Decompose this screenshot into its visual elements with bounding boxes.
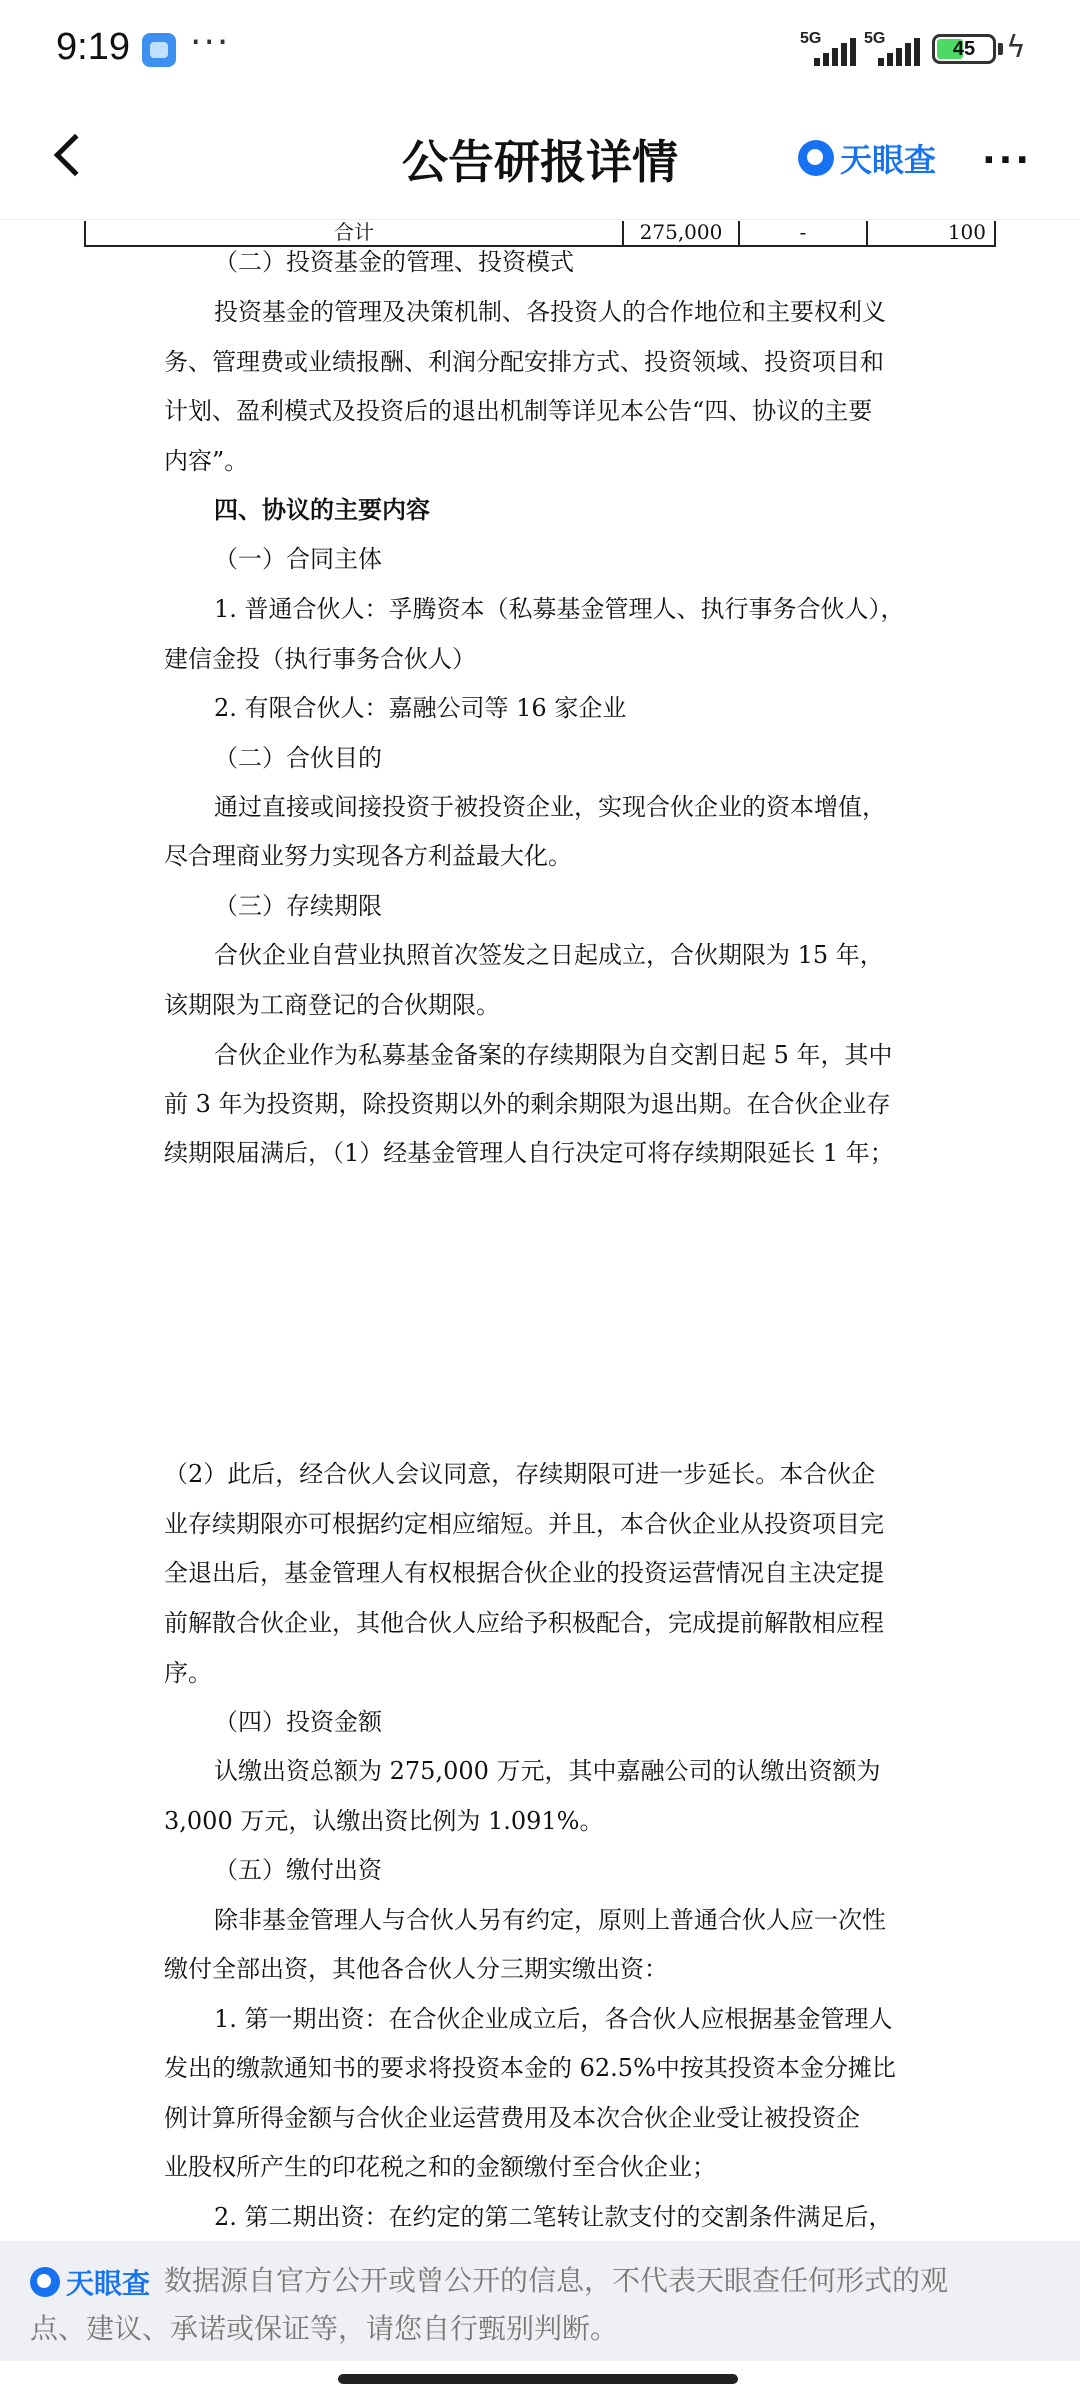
brand-text: 天眼查	[840, 141, 937, 179]
paragraph-line: 投资基金的管理及决策机制、各投资人的合作地位和主要权利义	[214, 298, 886, 326]
battery-tip	[998, 43, 1003, 55]
paragraph-line: 3,000 万元，认缴出资比例为 1.091%。	[164, 1807, 604, 1835]
paragraph-line: （2）此后，经合伙人会议同意，存续期限可进一步延长。本合伙企	[164, 1460, 876, 1488]
paragraph-line: 业存续期限亦可根据约定相应缩短。并且，本合伙企业从投资项目完	[164, 1510, 884, 1538]
signal-2-label: 5G	[864, 30, 886, 47]
disclaimer-brand-logo	[30, 2262, 150, 2302]
signal-1-label: 5G	[800, 30, 822, 47]
table-total-row	[84, 221, 996, 247]
section-heading: （二）合伙目的	[214, 744, 382, 772]
total-amount: 275,000	[624, 221, 740, 245]
paragraph-line: 合伙企业自营业执照首次签发之日起成立，合伙期限为 15 年，	[214, 941, 884, 969]
disclaimer-line-1	[30, 2259, 948, 2302]
total-label: 合计	[86, 221, 624, 245]
paragraph-line: 尽合理商业努力实现各方利益最大化。	[164, 842, 572, 870]
paragraph-line: 前 3 年为投资期，除投资期以外的剩余期限为退出期。在合伙企业存	[164, 1090, 891, 1118]
paragraph-line: 除非基金管理人与合伙人另有约定，原则上普通合伙人应一次性	[214, 1906, 886, 1934]
signal-1-icon	[800, 30, 862, 66]
disclaimer-brand-icon	[30, 2267, 60, 2297]
paragraph-line: 前解散合伙企业，其他合伙人应给予积极配合，完成提前解散相应程	[164, 1609, 884, 1637]
app-header	[0, 100, 1080, 220]
status-time: 9:19	[56, 26, 130, 68]
section-heading: 四、协议的主要内容	[214, 495, 430, 524]
paragraph-line: 业股权所产生的印花税之和的金额缴付至合伙企业；	[164, 2153, 716, 2181]
disclaimer-text-1: 数据源自官方公开或曾公开的信息，不代表天眼查任何形式的观	[164, 2264, 949, 2297]
total-percent: 100	[947, 221, 986, 244]
paragraph-line: 1. 第一期出资：在合伙企业成立后，各合伙人应根据基金管理人	[214, 2005, 893, 2033]
battery-level: 45	[952, 38, 976, 60]
paragraph-line: 务、管理费或业绩报酬、利润分配安排方式、投资领域、投资项目和	[164, 348, 884, 376]
section-heading: （五）缴付出资	[214, 1856, 382, 1884]
paragraph-line: 续期限届满后，（1）经基金管理人自行决定可将存续期限延长 1 年；	[164, 1139, 894, 1167]
paragraph-line: 例计算所得金额与合伙企业运营费用及本次合伙企业受让被投资企	[164, 2104, 860, 2132]
brand-icon	[798, 140, 834, 176]
status-bar	[0, 0, 1080, 100]
paragraph-line: 1. 普通合伙人：孚腾资本（私募基金管理人、执行事务合伙人），	[214, 595, 905, 623]
paragraph-line: 全退出后，基金管理人有权根据合伙企业的投资运营情况自主决定提	[164, 1559, 884, 1587]
section-heading: （四）投资金额	[214, 1708, 382, 1736]
section-heading: （三）存续期限	[214, 892, 382, 920]
disclaimer-brand-text: 天眼查	[66, 2267, 151, 2300]
disclaimer-banner	[0, 2241, 1080, 2361]
brand-logo	[798, 136, 936, 180]
home-indicator[interactable]	[338, 2374, 738, 2384]
paragraph-line: 计划、盈利模式及投资后的退出机制等详见本公告“四、协议的主要	[164, 397, 873, 425]
paragraph-line: 合伙企业作为私募基金备案的存续期限为自交割日起 5 年，其中	[214, 1041, 893, 1069]
paragraph-line: 2. 有限合伙人：嘉融公司等 16 家企业	[214, 694, 627, 722]
paragraph-line: 通过直接或间接投资于被投资企业，实现合伙企业的资本增值，	[214, 793, 886, 821]
paragraph-line: 发出的缴款通知书的要求将投资本金的 62.5%中按其投资本金分摊比	[164, 2054, 896, 2082]
more-options-icon[interactable]: ···	[982, 140, 1033, 181]
paragraph-line: 内容”。	[164, 447, 249, 475]
paragraph-line: 序。	[164, 1659, 212, 1687]
paragraph-line: 缴付全部出资，其他各合伙人分三期实缴出资：	[164, 1955, 668, 1983]
disclaimer-text-2: 点、建议、承诺或保证等，请您自行甄别判断。	[30, 2312, 619, 2345]
paragraph-line: 该期限为工商登记的合伙期限。	[164, 991, 500, 1019]
section-heading: （二）投资基金的管理、投资模式	[214, 248, 574, 276]
total-dash: -	[740, 221, 868, 245]
battery-icon	[932, 34, 996, 64]
section-heading: （一）合同主体	[214, 545, 382, 573]
document-content	[0, 221, 1080, 2241]
paragraph-line: 建信金投（执行事务合伙人）	[164, 645, 476, 673]
page-title: 公告研报详情	[402, 135, 678, 189]
signal-2-icon	[864, 30, 926, 66]
more-notifications-icon: ···	[190, 22, 231, 63]
notification-app-icon	[142, 33, 176, 67]
paragraph-line: 认缴出资总额为 275,000 万元，其中嘉融公司的认缴出资额为	[214, 1757, 881, 1785]
charging-icon: ϟ	[1006, 30, 1026, 65]
paragraph-line: 2. 第二期出资：在约定的第二笔转让款支付的交割条件满足后，	[214, 2203, 893, 2231]
